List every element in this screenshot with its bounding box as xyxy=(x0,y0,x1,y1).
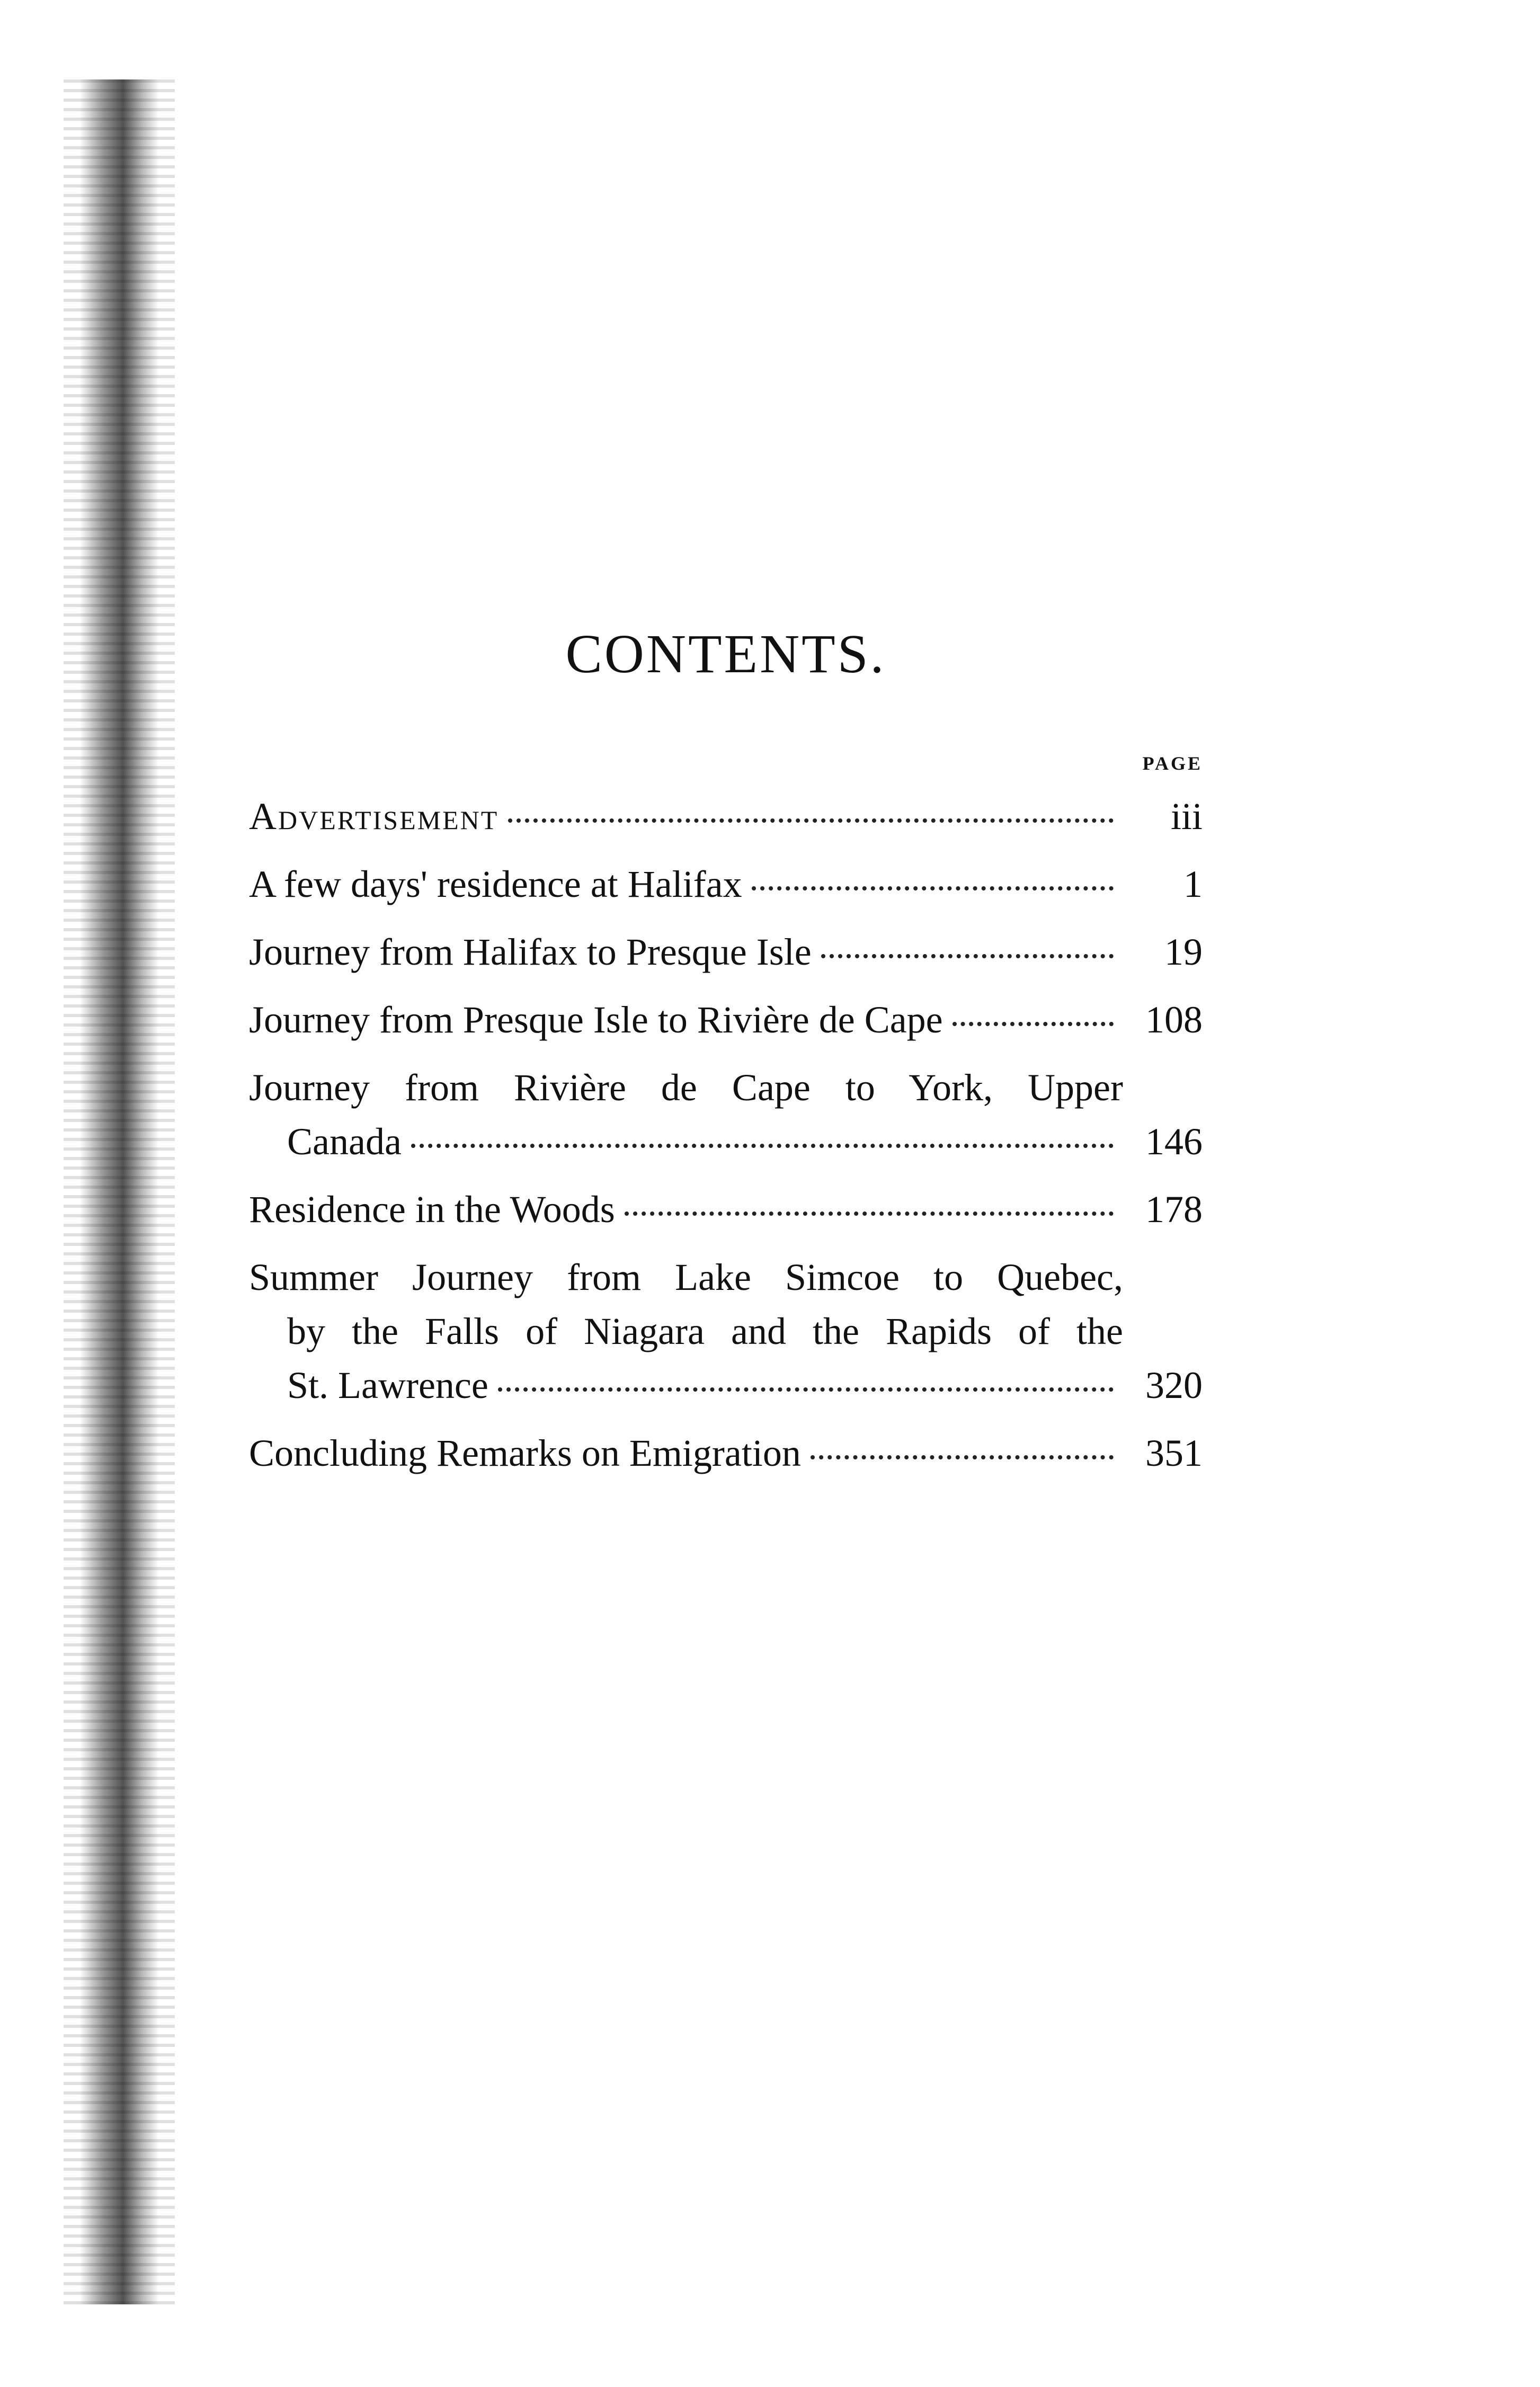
toc-entry-title-line: Journey from Rivière de Cape to York, Upper xyxy=(249,1066,1123,1109)
toc-entry-page: 178 xyxy=(1145,1188,1203,1231)
toc-entry-title: Concluding Remarks on Emigration xyxy=(249,1432,801,1474)
page-title: CONTENTS. xyxy=(565,624,886,684)
toc-entry-riviere-to-york xyxy=(249,1061,1203,1169)
toc-entry-halifax-to-presque-isle xyxy=(249,925,1203,979)
toc-entry-title: Residence in the Woods xyxy=(249,1188,615,1231)
toc-entry-advertisement xyxy=(249,789,1203,843)
table-of-contents xyxy=(249,789,1203,1494)
toc-entry-title-line: St. Lawrence xyxy=(287,1364,488,1406)
toc-entry-residence-in-woods xyxy=(249,1182,1203,1236)
dot-leader xyxy=(411,1144,1114,1148)
toc-entry-title-line: by the Falls of Niagara and the Rapids of the xyxy=(287,1310,1123,1352)
toc-entry-title-line: Canada xyxy=(287,1120,402,1163)
dot-leader xyxy=(953,1022,1114,1026)
toc-entry-title: Journey from Presque Isle to Rivière de Cape xyxy=(249,999,943,1041)
dot-leader xyxy=(811,1455,1114,1459)
dot-leader xyxy=(508,818,1114,823)
toc-entry-page: 1 xyxy=(1183,863,1203,905)
toc-entry-page: iii xyxy=(1170,795,1203,838)
binding-gutter-shadow xyxy=(79,79,159,2304)
toc-entry-title: Advertisement xyxy=(249,795,499,838)
toc-entry-title: A few days' residence at Halifax xyxy=(249,863,742,905)
toc-entry-concluding-remarks xyxy=(249,1426,1203,1480)
toc-entry-title: Journey from Halifax to Presque Isle xyxy=(249,931,812,973)
toc-entry-page: 320 xyxy=(1145,1364,1203,1406)
page-column-label: PAGE xyxy=(1142,753,1203,774)
dot-leader xyxy=(498,1387,1114,1392)
toc-entry-page: 108 xyxy=(1145,999,1203,1041)
toc-entry-title-line: Summer Journey from Lake Simcoe to Quebec, xyxy=(249,1256,1123,1298)
contents-page xyxy=(249,0,1203,2387)
toc-entry-page: 19 xyxy=(1164,931,1203,973)
toc-entry-halifax-residence xyxy=(249,857,1203,911)
dot-leader xyxy=(752,886,1114,890)
toc-entry-page: 146 xyxy=(1145,1120,1203,1163)
dot-leader xyxy=(821,954,1114,958)
toc-entry-presque-isle-to-riviere xyxy=(249,993,1203,1047)
toc-entry-page: 351 xyxy=(1145,1432,1203,1474)
toc-entry-summer-journey xyxy=(249,1250,1203,1412)
dot-leader xyxy=(625,1212,1114,1216)
